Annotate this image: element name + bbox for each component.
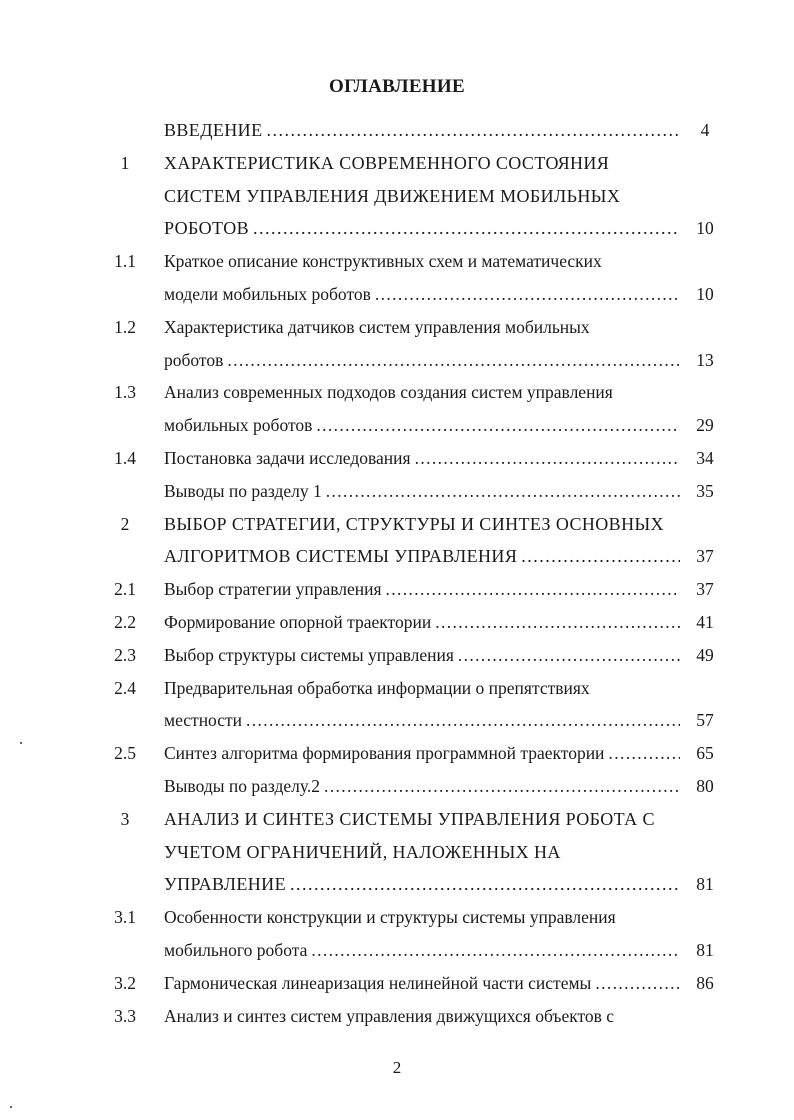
toc-entry-page: 13 (696, 349, 714, 370)
toc-entry-title (164, 443, 680, 473)
toc-entry-text: АЛГОРИТМОВ СИСТЕМЫ УПРАВЛЕНИЯ (164, 546, 518, 567)
toc-entry-line (0, 804, 794, 834)
toc-entry-text: Выводы по разделу 1 (164, 480, 322, 501)
toc-entry-page: 29 (696, 415, 714, 436)
toc-entry-text: мобильного робота (164, 940, 308, 960)
dot-leader (311, 935, 680, 965)
toc-entry-title (164, 935, 680, 965)
dot-leader (415, 443, 680, 473)
toc-entry-number: 3.3 (114, 1005, 136, 1026)
toc-entry-text: Особенности конструкции и структуры системы управления (164, 907, 616, 928)
toc-entry-page: 57 (696, 710, 714, 731)
toc-entry-number: 2.1 (114, 579, 136, 600)
dot-leader (375, 279, 680, 309)
toc-entry-text: роботов (164, 349, 224, 370)
toc-entry-number: 3.1 (114, 907, 136, 928)
toc-entry-text: Гармоническая линеаризация нелинейной части системы (164, 972, 592, 993)
toc-entry-text: Выводы по разделу.2 (164, 776, 320, 796)
toc-entry-text: АНАЛИЗ И СИНТЕЗ СИСТЕМЫ УПРАВЛЕНИЯ РОБОТА С (164, 808, 655, 829)
toc-entry-page: 65 (696, 743, 714, 764)
toc-entry-title (164, 541, 680, 571)
toc-entry-text: ХАРАКТЕРИСТИКА СОВРЕМЕННОГО СОСТОЯНИЯ (164, 152, 610, 173)
toc-entry-page: 41 (696, 612, 714, 632)
dot-leader (324, 771, 680, 801)
toc-entry-number: 1 (120, 152, 130, 173)
page-title: ОГЛАВЛЕНИЕ (329, 76, 465, 97)
toc-entry-text: Синтез алгоритма формирования программной траектории (164, 743, 605, 764)
toc-entry-line (0, 1001, 794, 1031)
toc-entry-title (164, 410, 680, 440)
toc-entry-title (164, 738, 680, 768)
toc-entry-page: 81 (696, 874, 714, 895)
toc-entry-line (0, 345, 794, 375)
toc-entry-title (164, 476, 680, 506)
toc-entry-line (0, 443, 794, 473)
toc-entry-text: Краткое описание конструктивных схем и математических (164, 251, 602, 272)
toc-entry-line (0, 115, 794, 145)
toc-entry-text: РОБОТОВ (164, 218, 250, 239)
toc-entry-text: мобильных роботов (164, 415, 313, 436)
toc-entry-text: УПРАВЛЕНИЕ (164, 874, 286, 895)
toc-entry-text: Выбор стратегии управления (164, 579, 382, 600)
toc-entry-line (0, 837, 794, 867)
dot-leader (326, 476, 680, 506)
toc-entry-title (164, 115, 680, 145)
dot-leader (266, 115, 680, 145)
dot-leader (386, 574, 680, 604)
toc-entry-number: 1.4 (114, 448, 136, 468)
toc-entry-page: 10 (696, 284, 714, 304)
toc-entry-line (0, 607, 794, 637)
toc-entry-page: 35 (696, 480, 714, 501)
toc-entry-line (0, 541, 794, 571)
toc-entry-line (0, 410, 794, 440)
toc-entry-line (0, 574, 794, 604)
toc-entry-text: Выбор структуры системы управления (164, 644, 454, 665)
toc-entry-text: Формирование опорной траектории (164, 612, 432, 632)
toc-entry-title (164, 574, 680, 604)
toc-entry-page: 86 (696, 972, 714, 993)
page-number: 2 (392, 1058, 402, 1077)
toc-entry-line (0, 312, 794, 342)
toc-entry-number: 2.2 (114, 612, 136, 632)
toc-entry-title (164, 968, 680, 998)
toc-entry-line (0, 771, 794, 801)
toc-entry-line (0, 902, 794, 932)
toc-entry-text: Постановка задачи исследования (164, 448, 411, 468)
toc-entry-text: Предварительная обработка информации о препятствиях (164, 677, 590, 698)
toc-entry-text: Характеристика датчиков систем управления мобильных (164, 316, 590, 337)
toc-entry-text: Анализ современных подходов создания систем управления (164, 382, 613, 403)
toc-entry-title (164, 640, 680, 670)
dot-leader (608, 738, 680, 768)
dot-leader (458, 640, 680, 670)
toc-entry-line (0, 377, 794, 407)
toc-entry-text: СИСТЕМ УПРАВЛЕНИЯ ДВИЖЕНИЕМ МОБИЛЬНЫХ (164, 185, 621, 206)
toc-entry-page: 34 (696, 448, 714, 468)
toc-entry-number: 2.5 (114, 743, 136, 764)
toc-entry-title (164, 705, 680, 735)
toc-entry-title (164, 213, 680, 243)
toc-entry-line (0, 640, 794, 670)
toc-entry-line (0, 705, 794, 735)
toc-entry-line (0, 246, 794, 276)
toc-entry-text: ВЫБОР СТРАТЕГИИ, СТРУКТУРЫ И СИНТЕЗ ОСНОВНЫХ (164, 513, 664, 534)
toc-entry-number: 1.2 (114, 316, 136, 337)
dot-leader (253, 213, 680, 243)
scan-speck (10, 1106, 12, 1108)
toc-entry-title (164, 279, 680, 309)
toc-entry-line (0, 279, 794, 309)
toc-entry-line (0, 968, 794, 998)
dot-leader (246, 705, 680, 735)
toc-entry-page: 49 (696, 644, 714, 665)
toc-entry-line (0, 181, 794, 211)
toc-entry-page: 37 (696, 579, 714, 600)
toc-entry-line (0, 673, 794, 703)
toc-entry-text: УЧЕТОМ ОГРАНИЧЕНИЙ, НАЛОЖЕННЫХ НА (164, 841, 561, 862)
toc-entry-number: 2 (120, 513, 130, 534)
toc-entry-page: 10 (696, 218, 714, 239)
toc-entry-number: 3.2 (114, 972, 136, 993)
dot-leader (227, 345, 680, 375)
toc-entry-line (0, 738, 794, 768)
toc-entry-page: 4 (700, 120, 710, 140)
toc-entry-title (164, 607, 680, 637)
dot-leader (595, 968, 680, 998)
toc-entry-text: ВВЕДЕНИЕ (164, 120, 263, 140)
toc-entry-text: местности (164, 710, 243, 731)
dot-leader (316, 410, 680, 440)
toc-entry-page: 80 (696, 776, 714, 796)
toc-entry-number: 2.3 (114, 644, 136, 665)
toc-entry-title (164, 771, 680, 801)
toc-entry-line (0, 509, 794, 539)
toc-entry-text: Анализ и синтез систем управления движущихся объектов с (164, 1005, 615, 1026)
dot-leader (290, 869, 680, 899)
toc-entry-line (0, 476, 794, 506)
toc-entry-line (0, 148, 794, 178)
toc-entry-number: 3 (120, 808, 130, 829)
toc-entry-number: 1.1 (114, 251, 136, 272)
toc-entry-line (0, 869, 794, 899)
dot-leader (521, 541, 680, 571)
toc-entry-page: 81 (696, 940, 714, 960)
toc-entry-text: модели мобильных роботов (164, 284, 371, 304)
dot-leader (435, 607, 680, 637)
toc-entry-title (164, 345, 680, 375)
toc-entry-number: 1.3 (114, 382, 136, 403)
toc-entry-line (0, 213, 794, 243)
toc-entry-number: 2.4 (114, 677, 136, 698)
toc-entry-line (0, 935, 794, 965)
scan-speck (20, 742, 22, 744)
toc-entry-title (164, 869, 680, 899)
toc-entry-page: 37 (696, 546, 714, 567)
